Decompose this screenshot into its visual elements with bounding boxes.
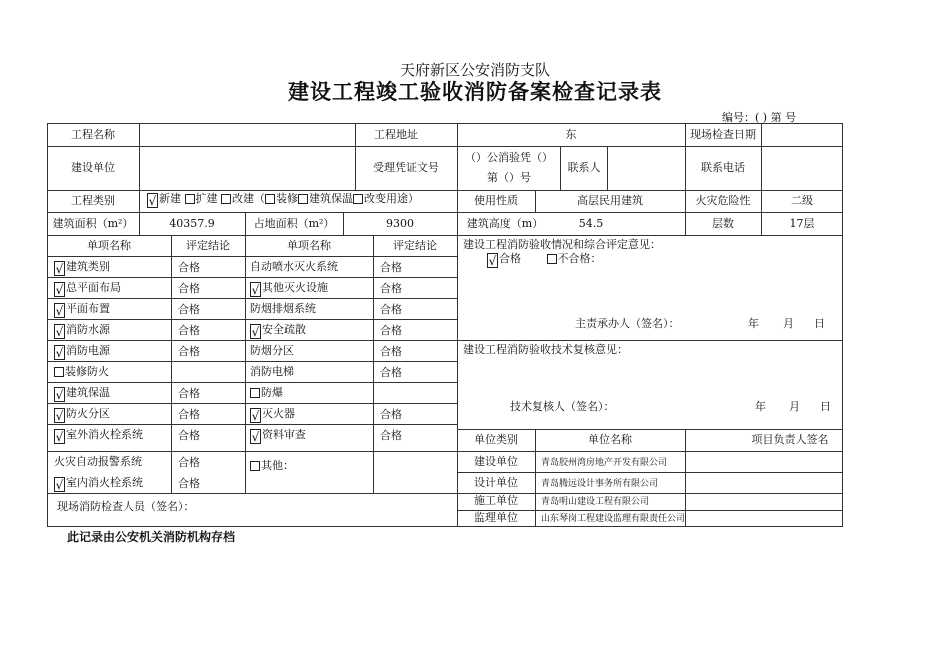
unit-name: 青岛明山建设工程有限公司: [541, 497, 650, 507]
item-right-3: [250, 323, 306, 339]
receipt-label: 受理凭证文号: [373, 161, 439, 174]
item-checkbox[interactable]: √: [55, 430, 64, 444]
fire-risk-label: 火灾危险性: [695, 194, 751, 207]
check-usage[interactable]: [353, 194, 363, 204]
item-name: 总平面布局: [66, 281, 121, 294]
item-left-6: [54, 386, 110, 402]
opinion-pass-check[interactable]: √: [488, 254, 497, 268]
item-name: 自动喷水灭火系统: [250, 260, 338, 273]
item-left-0: [54, 260, 110, 276]
form-title: 建设工程竣工验收消防备案检查记录表: [288, 79, 662, 104]
item-result: 合格: [380, 282, 402, 295]
item-right-8: [250, 428, 306, 444]
item-name: 防烟分区: [250, 344, 294, 357]
opinion-label: 建设工程消防验收情况和综合评定意见：: [463, 238, 661, 251]
project-name-label: 工程名称: [71, 128, 115, 141]
item-right-7: [250, 407, 295, 423]
item-left-2: [54, 302, 110, 318]
item-result: 合格: [178, 261, 200, 274]
land-area-value: 9300: [386, 217, 414, 230]
item-left-9: [54, 455, 142, 469]
item-name: 消防电源: [66, 344, 110, 357]
review-day: 日: [820, 400, 831, 413]
floors-value: 17层: [789, 217, 815, 230]
item-name: 防火分区: [66, 407, 110, 420]
item-result: 合格: [380, 366, 402, 379]
category-expand: 扩建: [195, 192, 218, 205]
item-left-4: [54, 344, 110, 360]
item-checkbox[interactable]: [54, 367, 64, 377]
item-checkbox[interactable]: √: [55, 346, 64, 360]
items-header-name-right: 单项名称: [287, 239, 331, 252]
item-result: 合格: [178, 324, 200, 337]
item-result: 合格: [178, 477, 200, 490]
item-name: 灭火器: [262, 407, 295, 420]
check-new[interactable]: √: [148, 194, 157, 208]
unit-name: 山东琴岗工程建设监理有限责任公司: [541, 514, 686, 524]
item-checkbox[interactable]: √: [251, 430, 260, 444]
item-name: 资料审查: [262, 428, 306, 441]
units-header-sign: 项目负责人签名: [751, 433, 829, 446]
item-result: 合格: [178, 456, 200, 469]
item-right-1: [250, 281, 328, 297]
item-name: 防爆: [261, 386, 283, 399]
inspect-date-label: 现场检查日期: [690, 128, 756, 141]
item-checkbox[interactable]: [250, 388, 260, 398]
land-area-label: 占地面积（m²）: [253, 217, 335, 230]
usage-label: 使用性质: [474, 194, 518, 207]
item-name: 其他灭火设施: [262, 281, 328, 294]
item-right-0: [250, 260, 338, 274]
item-result: 合格: [380, 408, 402, 421]
item-checkbox[interactable]: √: [55, 262, 64, 276]
category-label: 工程类别: [71, 194, 115, 207]
category-decor: 装修: [276, 192, 298, 205]
item-name: 防烟排烟系统: [250, 302, 316, 315]
category-rebuild: 改建（: [232, 192, 265, 205]
item-checkbox[interactable]: √: [55, 283, 64, 297]
category-new: 新建: [159, 192, 181, 205]
item-left-5: [54, 365, 109, 379]
receipt-line1: （）公消验凭（）: [465, 151, 553, 164]
opinion-fail-check[interactable]: [547, 254, 557, 264]
category-insul: 建筑保温: [309, 192, 353, 205]
item-result: 合格: [178, 345, 200, 358]
item-result: 合格: [178, 408, 200, 421]
item-result: 合格: [178, 282, 200, 295]
height-value: 54.5: [578, 217, 604, 230]
check-decor[interactable]: [265, 194, 275, 204]
usage-value: 高层民用建筑: [577, 194, 643, 207]
builder-label: 建设单位: [71, 161, 115, 174]
item-right-6: [250, 386, 283, 400]
unit-type: 施工单位: [474, 494, 518, 507]
item-result: 合格: [178, 429, 200, 442]
inspector-label: 现场消防检查人员（签名）：: [57, 500, 195, 513]
archive-note: 此记录由公安机关消防机构存档: [67, 530, 236, 544]
item-left-1: [54, 281, 121, 297]
check-expand[interactable]: [185, 194, 195, 204]
check-rebuild[interactable]: [221, 194, 231, 204]
opinion-choices: [487, 252, 602, 268]
items-header-name-left: 单项名称: [87, 239, 131, 252]
phone-label: 联系电话: [701, 161, 745, 174]
item-right-2: [250, 302, 316, 316]
project-address-value: 东: [565, 128, 577, 141]
build-area-value: 40357.9: [169, 217, 215, 230]
opinion-pass: 合格: [499, 252, 521, 265]
item-checkbox[interactable]: √: [251, 409, 260, 423]
item-name: 建筑类别: [66, 260, 110, 273]
unit-name: 青岛腾远设计事务所有限公司: [541, 479, 659, 489]
item-result: 合格: [178, 303, 200, 316]
item-right-5: [250, 365, 294, 379]
opinion-month: 月: [783, 317, 794, 330]
serial-number: 编号：( ) 第 号: [722, 111, 797, 124]
item-name: 安全疏散: [262, 323, 306, 336]
item-result: 合格: [380, 303, 402, 316]
item-name: 装修防火: [65, 365, 109, 378]
item-checkbox[interactable]: √: [251, 325, 260, 339]
check-insul[interactable]: [298, 194, 308, 204]
item-checkbox[interactable]: [250, 461, 260, 471]
item-left-10: [54, 476, 143, 492]
opinion-year: 年: [748, 317, 759, 330]
height-label: 建筑高度（m）: [466, 217, 544, 230]
item-checkbox[interactable]: √: [55, 409, 64, 423]
item-left-3: [54, 323, 110, 339]
item-name: 消防电梯: [250, 365, 294, 378]
item-name: 消防水源: [66, 323, 110, 336]
item-right-4: [250, 344, 294, 358]
item-name: 建筑保温: [66, 386, 110, 399]
unit-type: 设计单位: [474, 476, 518, 489]
contact-label: 联系人: [567, 161, 601, 174]
item-result: 合格: [178, 387, 200, 400]
review-month: 月: [789, 400, 800, 413]
review-label: 建设工程消防验收技术复核意见：: [463, 343, 628, 356]
opinion-signer: 主责承办人（签名）：: [575, 317, 680, 330]
item-right-9: [250, 459, 294, 473]
item-name: 室外消火栓系统: [66, 428, 143, 441]
item-result: 合格: [380, 324, 402, 337]
unit-type: 建设单位: [474, 455, 518, 468]
category-options: [147, 192, 419, 208]
org-name: 天府新区公安消防支队: [399, 61, 550, 79]
item-checkbox[interactable]: √: [251, 283, 260, 297]
units-header-name: 单位名称: [588, 433, 632, 446]
receipt-line2: 第（）号: [487, 171, 531, 184]
item-result: 合格: [380, 345, 402, 358]
item-checkbox[interactable]: √: [55, 304, 64, 318]
item-name: 室内消火栓系统: [66, 476, 143, 489]
build-area-label: 建筑面积（m²）: [52, 217, 134, 230]
item-result: 合格: [380, 429, 402, 442]
item-name: 平面布置: [66, 302, 110, 315]
review-year: 年: [755, 400, 766, 413]
item-checkbox[interactable]: √: [55, 388, 64, 402]
floors-label: 层数: [712, 217, 734, 230]
fire-risk-value: 二级: [791, 194, 813, 207]
opinion-fail: 不合格：: [557, 252, 602, 265]
item-name: 火灾自动报警系统: [54, 455, 142, 468]
opinion-day: 日: [814, 317, 825, 330]
project-address-label: 工程地址: [374, 128, 418, 141]
item-left-7: [54, 407, 110, 423]
item-checkbox[interactable]: √: [55, 325, 64, 339]
units-header-type: 单位类别: [474, 433, 518, 446]
unit-type: 监理单位: [474, 511, 518, 524]
category-usage: 改变用途）: [364, 192, 419, 205]
item-result: 合格: [380, 261, 402, 274]
item-checkbox[interactable]: √: [55, 478, 64, 492]
review-signer: 技术复核人（签名）：: [510, 400, 615, 413]
items-header-result-left: 评定结论: [186, 239, 230, 252]
unit-name: 青岛胶州湾房地产开发有限公司: [541, 458, 668, 468]
item-left-8: [54, 428, 143, 444]
item-name: 其他：: [261, 459, 294, 472]
items-header-result-right: 评定结论: [393, 239, 437, 252]
